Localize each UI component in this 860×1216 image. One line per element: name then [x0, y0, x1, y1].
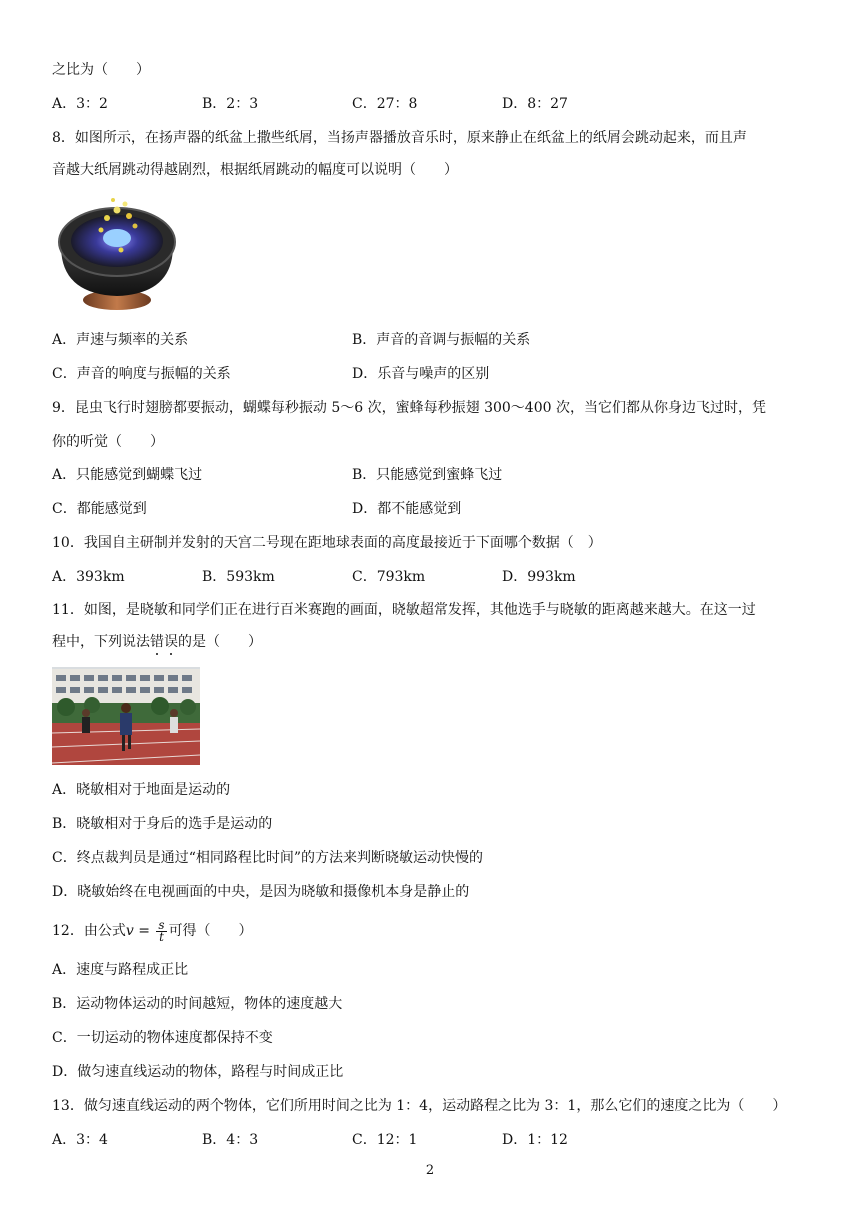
q8-stem-line2: 音越大纸屑跳动得越剧烈，根据纸屑跳动的幅度可以说明（ ） — [52, 162, 458, 178]
q9-option-a: A．只能感觉到蝴蝶飞过 — [52, 467, 203, 483]
q9-stem-line2: 你的听觉（ ） — [52, 434, 164, 450]
q12-formula-v: v — [125, 923, 134, 939]
q9-option-d: D．都不能感觉到 — [352, 501, 462, 517]
q8-option-c: C．声音的响度与振幅的关系 — [52, 366, 231, 382]
q10-stem: 10．我国自主研制并发射的天宫二号现在距地球表面的高度最接近于下面哪个数据（ ） — [52, 535, 602, 551]
q11-option-a: A．晓敏相对于地面是运动的 — [52, 782, 231, 798]
q12-formula-eq: = — [133, 923, 155, 939]
race-photo-image — [52, 667, 200, 765]
page-number: 2 — [425, 1163, 435, 1178]
q8-option-a: A．声速与频率的关系 — [52, 332, 189, 348]
q10-option-c: C．793km — [352, 569, 426, 585]
q11-stem-pre: 程中，下列说法 — [52, 634, 150, 650]
q10-option-b: B．593km — [202, 569, 275, 585]
speaker-image — [55, 196, 185, 316]
q8-stem-line1: 8．如图所示，在扬声器的纸盆上撒些纸屑，当扬声器播放音乐时，原来静止在纸盆上的纸屑会跳动起来，而且声 — [52, 130, 747, 146]
q12-option-c: C．一切运动的物体速度都保持不变 — [52, 1030, 273, 1046]
q10-option-d: D．993km — [502, 569, 576, 585]
q8-option-b: B．声音的音调与振幅的关系 — [352, 332, 531, 348]
q11-emphasis-char-1: 错 — [150, 634, 164, 650]
q11-option-b: B．晓敏相对于身后的选手是运动的 — [52, 816, 273, 832]
q12-option-d: D．做匀速直线运动的物体，路程与时间成正比 — [52, 1064, 344, 1080]
q13-option-a: A．3：4 — [52, 1132, 108, 1148]
q8-option-d: D．乐音与噪声的区别 — [352, 366, 490, 382]
q7-option-d: D．8：27 — [502, 96, 568, 112]
q12-option-a: A．速度与路程成正比 — [52, 962, 189, 978]
q13-stem: 13．做匀速直线运动的两个物体，它们所用时间之比为 1：4，运动路程之比为 3：1，那么它们的速度之比为（ ） — [52, 1098, 787, 1114]
q11-option-d: D．晓敏始终在电视画面的中央，是因为晓敏和摄像机本身是静止的 — [52, 884, 470, 900]
q11-stem-line1: 11．如图，是晓敏和同学们正在进行百米赛跑的画面，晓敏超常发挥，其他选手与晓敏的距离越来越大。在这一过 — [52, 602, 756, 618]
q11-option-c: C．终点裁判员是通过“相同路程比时间”的方法来判断晓敏运动快慢的 — [52, 850, 484, 866]
q12-formula-fraction — [156, 917, 166, 944]
q9-option-c: C．都能感觉到 — [52, 501, 147, 517]
q7-tail: 之比为（ ） — [52, 62, 150, 78]
q7-option-c: C．27：8 — [352, 96, 418, 112]
q12-formula-denominator: t — [159, 929, 164, 944]
q11-emphasis-char-2: 误 — [164, 634, 178, 650]
q11-stem-post: 的是（ ） — [178, 634, 262, 650]
q10-option-a: A．393km — [52, 569, 125, 585]
q9-stem-line1: 9．昆虫飞行时翅膀都要振动，蝴蝶每秒振动 5～6 次，蜜蜂每秒振翅 300～400 次，当它们都从你身边飞过时，凭 — [52, 400, 766, 416]
q9-option-b: B．只能感觉到蜜蜂飞过 — [352, 467, 503, 483]
q11-stem-line2 — [52, 632, 262, 652]
q7-option-b: B．2：3 — [202, 96, 259, 112]
q13-option-c: C．12：1 — [352, 1132, 418, 1148]
q12-formula-numerator: s — [158, 917, 165, 932]
q13-option-b: B．4：3 — [202, 1132, 259, 1148]
q12-stem — [52, 918, 253, 944]
q12-stem-pre: 12．由公式 — [52, 923, 126, 939]
q12-option-b: B．运动物体运动的时间越短，物体的速度越大 — [52, 996, 343, 1012]
q7-option-a: A．3：2 — [52, 96, 108, 112]
q12-stem-post: 可得（ ） — [168, 923, 253, 939]
q13-option-d: D．1：12 — [502, 1132, 568, 1148]
